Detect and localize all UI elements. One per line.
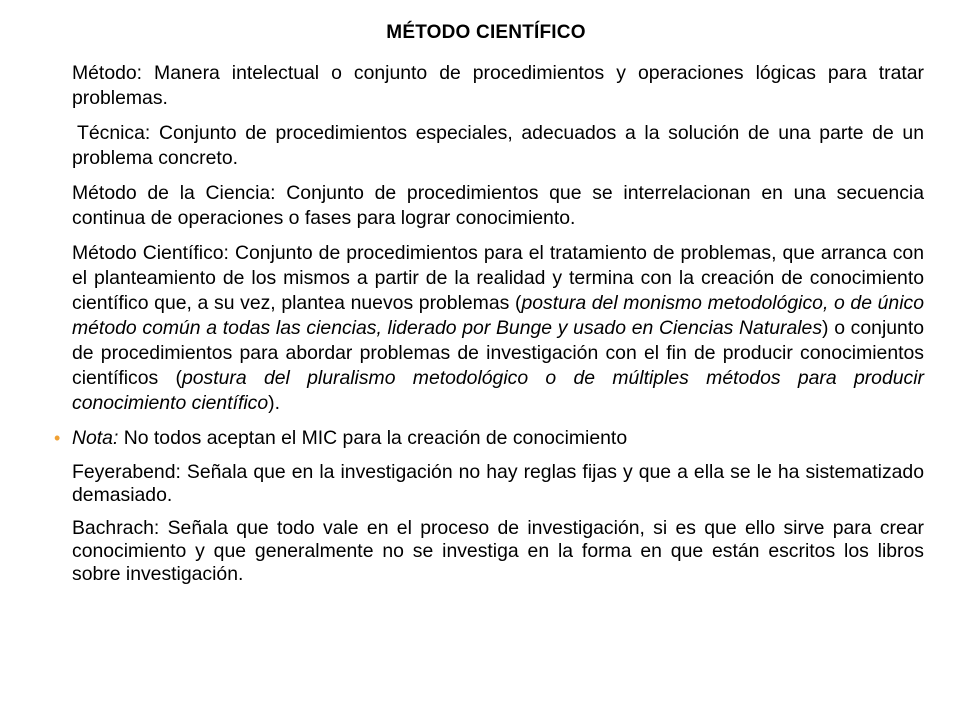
note-bullet-item: [54, 426, 924, 451]
definition-text-part2: ) o conjunto de procedimientos para abordar problemas de investigación con el fin de producir conocimientos científicos (: [72, 317, 924, 389]
pluralismo-note: postura del pluralismo metodológico o de múltiples métodos para producir conocimiento científico: [72, 367, 924, 414]
note-label: Nota:: [72, 427, 119, 449]
definition-text-part3: ).: [268, 392, 281, 414]
slide-body: [54, 61, 924, 596]
monismo-note: postura del monismo metodológico, o de único método común a todas las ciencias, liderado por Bunge y usado en Ciencias Naturales: [72, 292, 924, 339]
note-text: No todos aceptan el MIC para la creación de conocimiento: [118, 427, 628, 449]
definition-text-part1: Método Científico: Conjunto de procedimientos para el tratamiento de problemas, que arranca con el planteamiento de los mismos a partir de la realidad y termina con la creación de conocimiento científico que, a su vez, plantea nuevos problemas (: [72, 242, 924, 314]
slide-title: MÉTODO CIENTÍFICO: [386, 22, 586, 43]
feyerabend-paragraph: Feyerabend: Señala que en la investigación no hay reglas fijas y que a ella se le ha sistematizado demasiado.: [72, 461, 924, 506]
definition-metodo-cientifico: [72, 241, 924, 416]
definition-tecnica: Técnica: Conjunto de procedimientos especiales, adecuados a la solución de una parte de un problema concreto.: [72, 122, 924, 169]
bullet-icon: •: [54, 428, 61, 448]
bachrach-paragraph: Bachrach: Señala que todo vale en el proceso de investigación, si es que ello sirve para crear conocimiento y que generalmente no se investiga en la forma en que están escritos los libros sobre investigación.: [72, 517, 924, 585]
definition-metodo-ciencia: Método de la Ciencia: Conjunto de procedimientos que se interrelacionan en una secuencia continua de operaciones o fases para lograr conocimiento.: [72, 182, 924, 229]
definition-metodo: Método: Manera intelectual o conjunto de procedimientos y operaciones lógicas para tratar problemas.: [72, 62, 924, 109]
